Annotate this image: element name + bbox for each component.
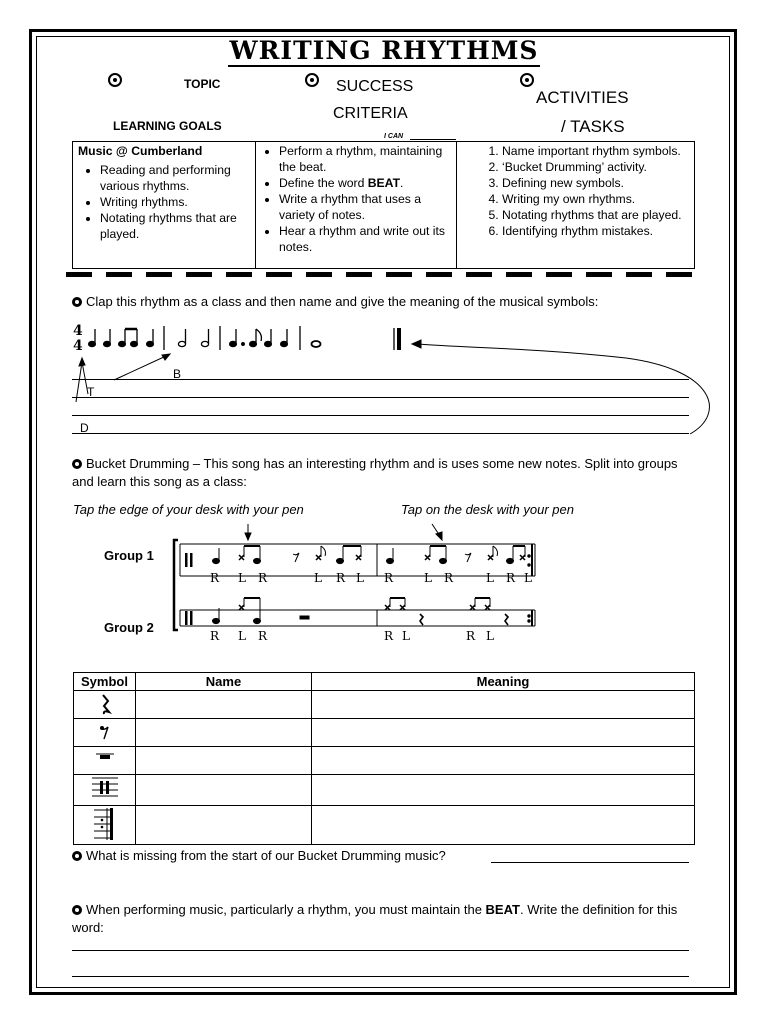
meaning-answer-cell[interactable] bbox=[312, 806, 695, 845]
annotation-arrows bbox=[76, 340, 709, 434]
name-header: Name bbox=[136, 673, 312, 691]
symbol-cell bbox=[74, 806, 136, 845]
name-answer-cell[interactable] bbox=[136, 719, 312, 747]
school-logo-icon bbox=[108, 73, 122, 87]
answer-line[interactable] bbox=[72, 976, 689, 977]
name-answer-cell[interactable] bbox=[136, 775, 312, 806]
tap-edge-instruction: Tap the edge of your desk with your pen bbox=[73, 502, 304, 517]
symbol-header: Symbol bbox=[74, 673, 136, 691]
meaning-answer-cell[interactable] bbox=[312, 747, 695, 775]
worksheet-title: WRITING RHYTHMS bbox=[229, 36, 539, 65]
meaning-answer-cell[interactable] bbox=[312, 691, 695, 719]
rhythm-notes bbox=[89, 326, 399, 350]
goals-list bbox=[78, 162, 250, 242]
svg-text:L: L bbox=[402, 629, 410, 643]
percussion-clef-icon bbox=[185, 553, 193, 625]
criteria-list bbox=[261, 143, 451, 255]
svg-text:R: R bbox=[210, 571, 220, 585]
svg-text:R: R bbox=[258, 571, 268, 585]
bucket-drumming-score bbox=[160, 518, 560, 648]
svg-text:L: L bbox=[424, 571, 432, 585]
label-b: B bbox=[173, 367, 182, 381]
svg-text:L: L bbox=[238, 629, 246, 643]
svg-text:L: L bbox=[486, 571, 494, 585]
svg-text:L: L bbox=[486, 629, 494, 643]
symbol-table bbox=[73, 672, 695, 845]
criteria-label-text: CRITERIA bbox=[333, 105, 408, 122]
task-item: 4. Writing my own rhythms. bbox=[502, 191, 689, 207]
school-logo-icon bbox=[305, 73, 319, 87]
svg-text:R: R bbox=[384, 571, 394, 585]
quaver-rest-icon bbox=[74, 719, 135, 743]
tasks-label: / TASKS bbox=[561, 117, 625, 136]
group-1-label: Group 1 bbox=[104, 548, 154, 563]
criteria-item: • Perform a rhythm, maintaining the beat. bbox=[279, 143, 451, 175]
group-2-label: Group 2 bbox=[104, 620, 154, 635]
svg-text:L: L bbox=[524, 571, 532, 585]
question-2: Bucket Drumming – This song has an interesting rhythm and is uses some new notes. Split into groups and learn this song as a class: bbox=[72, 456, 678, 489]
final-repeat-barline-icon bbox=[74, 806, 135, 841]
svg-text:R: R bbox=[466, 629, 476, 643]
learning-goals-cell bbox=[73, 142, 256, 269]
meaning-answer-cell[interactable] bbox=[312, 775, 695, 806]
bullet-icon bbox=[72, 905, 82, 915]
topic-label: TOPIC bbox=[184, 77, 221, 91]
school-logo-icon bbox=[520, 73, 534, 87]
goal-item: • Notating rhythms that are played. bbox=[100, 210, 250, 242]
svg-text:R: R bbox=[336, 571, 346, 585]
percussion-clef-icon bbox=[74, 775, 135, 802]
svg-text:L: L bbox=[314, 571, 322, 585]
label-d: D bbox=[80, 421, 89, 435]
task-item: 6. Identifying rhythm mistakes. bbox=[502, 223, 689, 239]
group-2-notes bbox=[213, 598, 531, 625]
answer-line bbox=[72, 415, 689, 416]
time-sig-top: 4 bbox=[73, 323, 83, 339]
svg-text:R: R bbox=[384, 629, 394, 643]
task-item: 2. ‘Bucket Drumming’ activity. bbox=[502, 159, 689, 175]
bullet-icon bbox=[72, 297, 82, 307]
tap-desk-instruction: Tap on the desk with your pen bbox=[401, 502, 574, 517]
activities-cell bbox=[457, 142, 695, 269]
name-answer-cell[interactable] bbox=[136, 691, 312, 719]
i-can-label: I CAN bbox=[384, 133, 404, 140]
symbol-cell bbox=[74, 775, 136, 806]
criteria-item: • Write a rhythm that uses a variety of notes. bbox=[279, 191, 451, 223]
i-can-underline bbox=[410, 139, 456, 140]
success-criteria-cell bbox=[256, 142, 457, 269]
symbol-cell bbox=[74, 747, 136, 775]
crotchet-rest-icon bbox=[74, 691, 135, 715]
svg-text:L: L bbox=[238, 571, 246, 585]
success-label: SUCCESS bbox=[336, 78, 414, 95]
meaning-header: Meaning bbox=[312, 673, 695, 691]
time-sig-bottom: 4 bbox=[73, 338, 83, 354]
symbol-cell bbox=[74, 719, 136, 747]
criteria-item: • Hear a rhythm and write out its notes. bbox=[279, 223, 451, 255]
svg-text:L: L bbox=[356, 571, 364, 585]
answer-line bbox=[72, 379, 689, 380]
bullet-icon bbox=[72, 459, 82, 469]
activities-label: ACTIVITIES bbox=[536, 88, 629, 107]
group-1-notes bbox=[213, 546, 531, 566]
name-answer-cell[interactable] bbox=[136, 747, 312, 775]
svg-text:R: R bbox=[444, 571, 454, 585]
svg-text:R: R bbox=[506, 571, 516, 585]
label-t: T bbox=[87, 385, 95, 399]
learning-overview-table bbox=[72, 141, 695, 269]
tasks-list bbox=[462, 143, 689, 239]
learning-goals-label: LEARNING GOALS bbox=[113, 119, 222, 133]
section-divider bbox=[66, 272, 700, 277]
meaning-answer-cell[interactable] bbox=[312, 719, 695, 747]
task-item: 5. Notating rhythms that are played. bbox=[502, 207, 689, 223]
question-3: What is missing from the start of our Bucket Drumming music? bbox=[72, 848, 446, 863]
symbol-cell bbox=[74, 691, 136, 719]
answer-line bbox=[72, 397, 689, 398]
semibreve-rest-icon bbox=[74, 747, 135, 771]
goals-heading: Music @ Cumberland bbox=[78, 144, 203, 158]
criteria-item: • Define the word BEAT. bbox=[279, 175, 451, 191]
name-answer-cell[interactable] bbox=[136, 806, 312, 845]
question-4: When performing music, particularly a rhythm, you must maintain the BEAT. Write the definition for this word: bbox=[72, 902, 678, 935]
sticking-labels bbox=[210, 571, 532, 643]
bullet-icon bbox=[72, 851, 82, 861]
answer-line bbox=[72, 433, 689, 434]
question-1: Clap this rhythm as a class and then name and give the meaning of the musical symbols: bbox=[72, 294, 598, 309]
goal-item: • Reading and performing various rhythms. bbox=[100, 162, 250, 194]
task-item: 3. Defining new symbols. bbox=[502, 175, 689, 191]
answer-line[interactable] bbox=[72, 950, 689, 951]
task-item: 1. Name important rhythm symbols. bbox=[502, 143, 689, 159]
goal-item: • Writing rhythms. bbox=[100, 194, 250, 210]
svg-text:R: R bbox=[258, 629, 268, 643]
svg-text:R: R bbox=[210, 629, 220, 643]
answer-line[interactable] bbox=[491, 862, 689, 863]
time-signature bbox=[73, 323, 83, 354]
